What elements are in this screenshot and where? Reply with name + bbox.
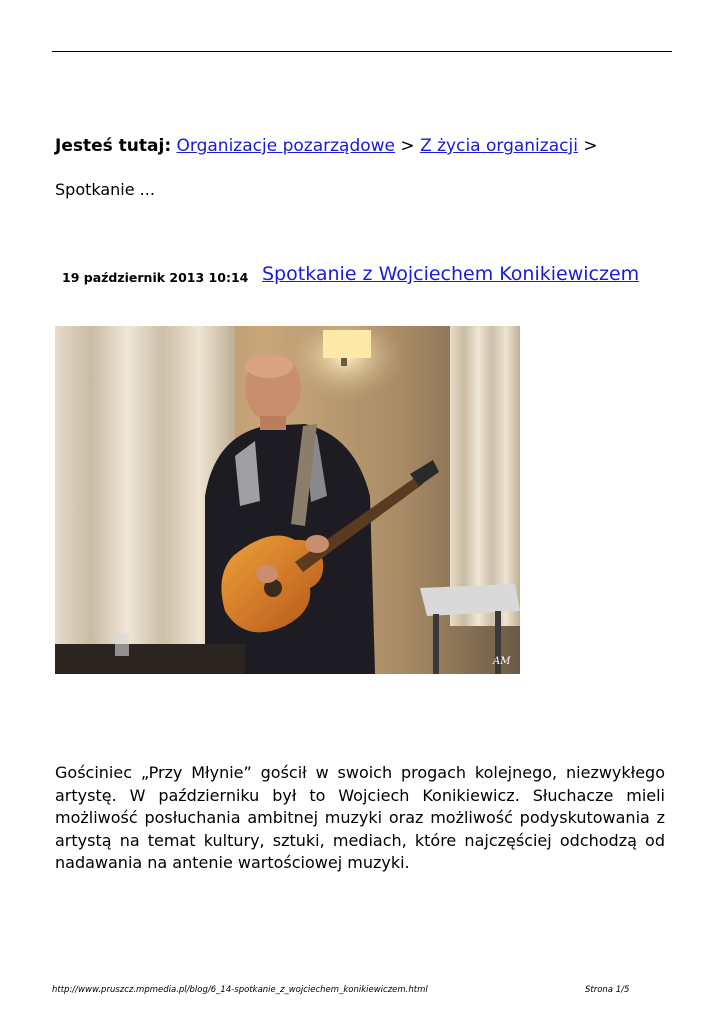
breadcrumb-separator: > <box>583 136 598 156</box>
photo-watermark: AM <box>493 656 511 667</box>
post-title-link[interactable]: Spotkanie z Wojciechem Konikiewiczem <box>262 263 640 285</box>
breadcrumb-separator: > <box>400 136 415 156</box>
breadcrumb-link-z-zycia[interactable]: Z życia organizacji <box>420 136 578 156</box>
header-rule <box>52 51 672 52</box>
current-page-title: Spotkanie ... <box>55 180 155 199</box>
article-body: Gościniec „Przy Młynie” gościł w swoich progach kolejnego, niezwykłego artystę. W październiku był to Wojciech Konikiewicz. Słuchacze mieli możliwość posłuchania ambitnej muzyki oraz możliwość podyskutowania z artystą na temat kultury, sztuki, mediach, które najczęściej odchodzą od nadawania na antenie wartościowej muzyki. <box>55 763 665 872</box>
breadcrumb-link-organizacje[interactable]: Organizacje pozarządowe <box>176 136 395 156</box>
footer-url: http://www.pruszcz.mpmedia.pl/blog/6_14-spotkanie_z_wojciechem_konikiewiczem.html <box>52 985 428 995</box>
breadcrumb-label: Jesteś tutaj: <box>55 136 172 156</box>
footer-page-number: Strona 1/5 <box>585 985 630 995</box>
post-date: 19 październik 2013 10:14 <box>62 270 249 285</box>
post-photo[interactable] <box>55 326 520 674</box>
breadcrumb <box>55 136 598 156</box>
